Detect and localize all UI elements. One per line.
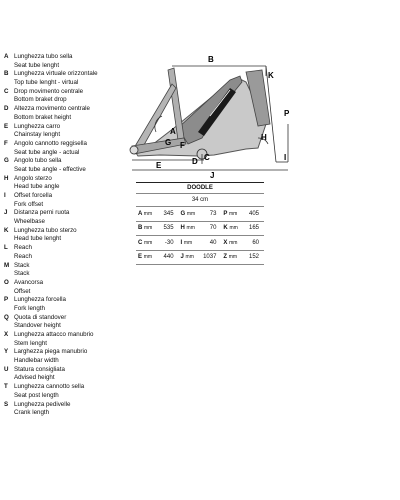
geometry-key [221, 236, 239, 251]
bike-frame-diagram [118, 52, 400, 180]
label-g: G [165, 138, 172, 147]
geometry-table [136, 182, 264, 265]
legend-label-italian: Lunghezza carro [14, 122, 61, 130]
legend-label-italian: Lunghezza pedivelle [14, 400, 71, 408]
label-d: D [192, 157, 198, 166]
legend-label-english: Stem lenght [14, 339, 48, 347]
legend-label-italian: Lunghezza cannotto sella [14, 383, 85, 391]
legend-lines [14, 314, 122, 331]
table-row [136, 207, 264, 221]
legend-item [4, 157, 122, 174]
legend-item [4, 401, 122, 418]
legend-code: B [4, 70, 9, 78]
legend-lines [14, 209, 122, 226]
label-h: H [261, 133, 267, 142]
legend-label-english: Offset [14, 287, 31, 295]
legend-label-english: Crank length [14, 409, 50, 417]
legend-code: K [4, 226, 9, 234]
geometry-value: 165 [240, 221, 264, 236]
table-row [136, 236, 264, 251]
legend-lines [14, 157, 122, 174]
legend-label-italian: Statura consigliata [14, 365, 65, 373]
legend-label-english: Seat tube angle - effective [14, 165, 86, 173]
geometry-value: 1037 [197, 250, 221, 265]
geometry-key-letter: H [180, 225, 185, 232]
geometry-key-letter: C [138, 239, 143, 246]
legend-code: Q [4, 313, 9, 321]
geometry-key-letter: E [138, 254, 143, 261]
legend-label-english: Reach [14, 252, 32, 260]
legend-code: F [4, 139, 8, 147]
geometry-key [179, 236, 198, 251]
legend-lines [14, 192, 122, 209]
table-row [136, 250, 264, 265]
geometry-key-letter: P [223, 210, 228, 217]
legend-code: S [4, 400, 9, 408]
label-e: E [156, 161, 162, 170]
legend-item [4, 383, 122, 400]
geometry-key [221, 207, 239, 221]
geometry-unit: mm [229, 210, 238, 217]
legend-code: P [4, 296, 9, 304]
legend-label-italian: Lunghezza attacco manubrio [14, 331, 94, 338]
legend-item [4, 140, 122, 157]
legend-lines [14, 383, 122, 400]
legend-code: A [4, 53, 9, 60]
legend-item [4, 70, 122, 87]
label-j: J [210, 171, 215, 180]
geometry-value: 440 [154, 250, 178, 265]
legend-item [4, 105, 122, 122]
geometry-key-letter: Z [223, 254, 228, 261]
legend-code: I [4, 192, 6, 199]
legend-item [4, 88, 122, 105]
legend-lines [14, 331, 122, 348]
geometry-key-letter: A [138, 210, 143, 217]
legend-item [4, 348, 122, 365]
legend-label-italian: Quota di standover [14, 313, 67, 321]
legend-label-italian: Stack [14, 261, 30, 269]
legend-code: T [4, 383, 8, 391]
geometry-key [179, 207, 198, 221]
legend-code: C [4, 87, 9, 95]
legend-item [4, 175, 122, 192]
legend-lines [14, 140, 122, 157]
legend-lines [14, 123, 122, 140]
legend-lines [14, 296, 122, 313]
legend-label-english: Head tube angle [14, 183, 60, 191]
table-row [136, 221, 264, 236]
legend-lines [14, 105, 122, 122]
geometry-value: 405 [240, 207, 264, 221]
geometry-value: 40 [197, 236, 221, 251]
geometry-key [136, 221, 154, 236]
geometry-key-letter: X [223, 239, 228, 246]
legend-code: H [4, 174, 9, 182]
geometry-value: 535 [154, 221, 178, 236]
geometry-unit: mm [228, 254, 238, 261]
geometry-value: 60 [240, 236, 264, 251]
geometry-key [136, 250, 154, 265]
legend-item [4, 262, 122, 279]
legend-label-italian: Offset forcella [14, 192, 53, 199]
legend-code: L [4, 244, 8, 252]
geometry-unit: mm [186, 225, 195, 232]
legend-item [4, 279, 122, 296]
legend-label-italian: Larghezza piega manubrio [14, 348, 88, 356]
legend-item [4, 227, 122, 244]
geometry-key [179, 250, 198, 265]
legend-label-italian: Lunghezza virtuale orizzontale [14, 70, 98, 78]
frame-drawing [118, 52, 400, 180]
legend-label-italian: Altezza movimento centrale [14, 105, 91, 113]
legend-item [4, 331, 122, 348]
label-c: C [204, 153, 210, 162]
legend-lines [14, 262, 122, 279]
legend-label-italian: Angolo cannotto reggisella [14, 139, 87, 147]
legend-label-english: Wheelbase [14, 218, 45, 226]
legend-code: M [4, 261, 10, 269]
label-f: F [180, 141, 185, 150]
rear-axle [130, 146, 138, 154]
geometry-value: 73 [197, 207, 221, 221]
geometry-value: 70 [197, 221, 221, 236]
geometry-unit: mm [229, 225, 238, 232]
legend-lines [14, 348, 122, 365]
label-k: K [268, 71, 274, 80]
legend-label-english: Advised height [14, 374, 55, 382]
geometry-key [179, 221, 198, 236]
geometry-key-letter: B [138, 225, 143, 232]
model-name: DOODLE [136, 182, 264, 194]
legend-code: O [4, 278, 9, 286]
legend-code: G [4, 157, 9, 165]
geometry-unit: mm [229, 239, 238, 246]
legend-lines [14, 175, 122, 192]
legend-lines [14, 70, 122, 87]
legend-label-english: Handlebar width [14, 357, 59, 365]
legend-item [4, 123, 122, 140]
legend-lines [14, 88, 122, 105]
legend-label-italian: Lunghezza tubo sterzo [14, 226, 77, 234]
legend-label-english: Top tube lenght - virtual [14, 79, 79, 87]
legend-label-english: Seat post length [14, 391, 59, 399]
geometry-key-letter: J [180, 254, 184, 261]
legend-item [4, 366, 122, 383]
legend-label-english: Chainstay lenght [14, 131, 61, 139]
geometry-key-letter: I [180, 239, 183, 246]
geometry-unit: mm [183, 239, 193, 246]
legend-item [4, 296, 122, 313]
legend-lines [14, 279, 122, 296]
legend-label-italian: Drop movimento centrale [14, 87, 84, 95]
label-b: B [208, 55, 214, 64]
geometry-value: -30 [154, 236, 178, 251]
legend-label-italian: Angolo tubo sella [14, 157, 62, 165]
geometry-value: 345 [154, 207, 178, 221]
legend-item [4, 209, 122, 226]
legend-code: E [4, 122, 9, 130]
geometry-unit: mm [143, 254, 153, 261]
legend-label-italian: Distanza perni ruota [14, 209, 70, 217]
geometry-key [221, 221, 239, 236]
legend-code: Y [4, 348, 9, 356]
geometry-value: 152 [240, 250, 264, 265]
geometry-unit: mm [144, 239, 153, 246]
geometry-key [136, 207, 154, 221]
legend-label-italian: Lunghezza forcella [14, 296, 66, 304]
legend-item [4, 53, 122, 70]
legend-item [4, 192, 122, 209]
geometry-unit: mm [144, 225, 153, 232]
legend-label-italian: Avancorsa [14, 278, 44, 286]
legend-label-italian: Lunghezza tubo sella [14, 53, 73, 60]
legend-item [4, 314, 122, 331]
legend-lines [14, 227, 122, 244]
legend-label-english: Fork length [14, 304, 45, 312]
legend-label-english: Head tube lenght [14, 235, 62, 243]
geometry-values-table [136, 207, 264, 265]
geometry-unit: mm [185, 254, 194, 261]
legend-code: D [4, 105, 9, 113]
legend-label-english: Bottom braket drop [14, 96, 67, 104]
legend-label-english: Standover height [14, 322, 61, 330]
label-i: I [284, 153, 287, 162]
legend-label-english: Stack [14, 270, 30, 278]
legend-item [4, 244, 122, 261]
legend-label-english: Seat tube angle - actual [14, 148, 80, 156]
legend-code: X [4, 331, 9, 338]
legend-label-italian: Angolo sterzo [14, 174, 52, 182]
legend-lines [14, 53, 122, 70]
legend-lines [14, 401, 122, 418]
geometry-unit: mm [143, 210, 153, 217]
legend-lines [14, 244, 122, 261]
geometry-key [221, 250, 239, 265]
geometry-unit: mm [186, 210, 196, 217]
legend-code: J [4, 209, 8, 217]
legend-label-english: Bottom braket height [14, 113, 72, 121]
geometry-key-letter: G [180, 210, 186, 217]
legend-label-english: Fork offset [14, 200, 44, 208]
legend-code: U [4, 365, 9, 373]
geometry-legend [4, 53, 122, 418]
geometry-key [136, 236, 154, 251]
label-a: A [170, 127, 176, 136]
geometry-key-letter: K [223, 225, 228, 232]
legend-label-italian: Reach [14, 244, 32, 252]
label-p: P [284, 109, 290, 118]
frame-size: 34 cm [136, 194, 264, 207]
legend-lines [14, 366, 122, 383]
legend-label-english: Seat tube lenght [14, 61, 60, 69]
